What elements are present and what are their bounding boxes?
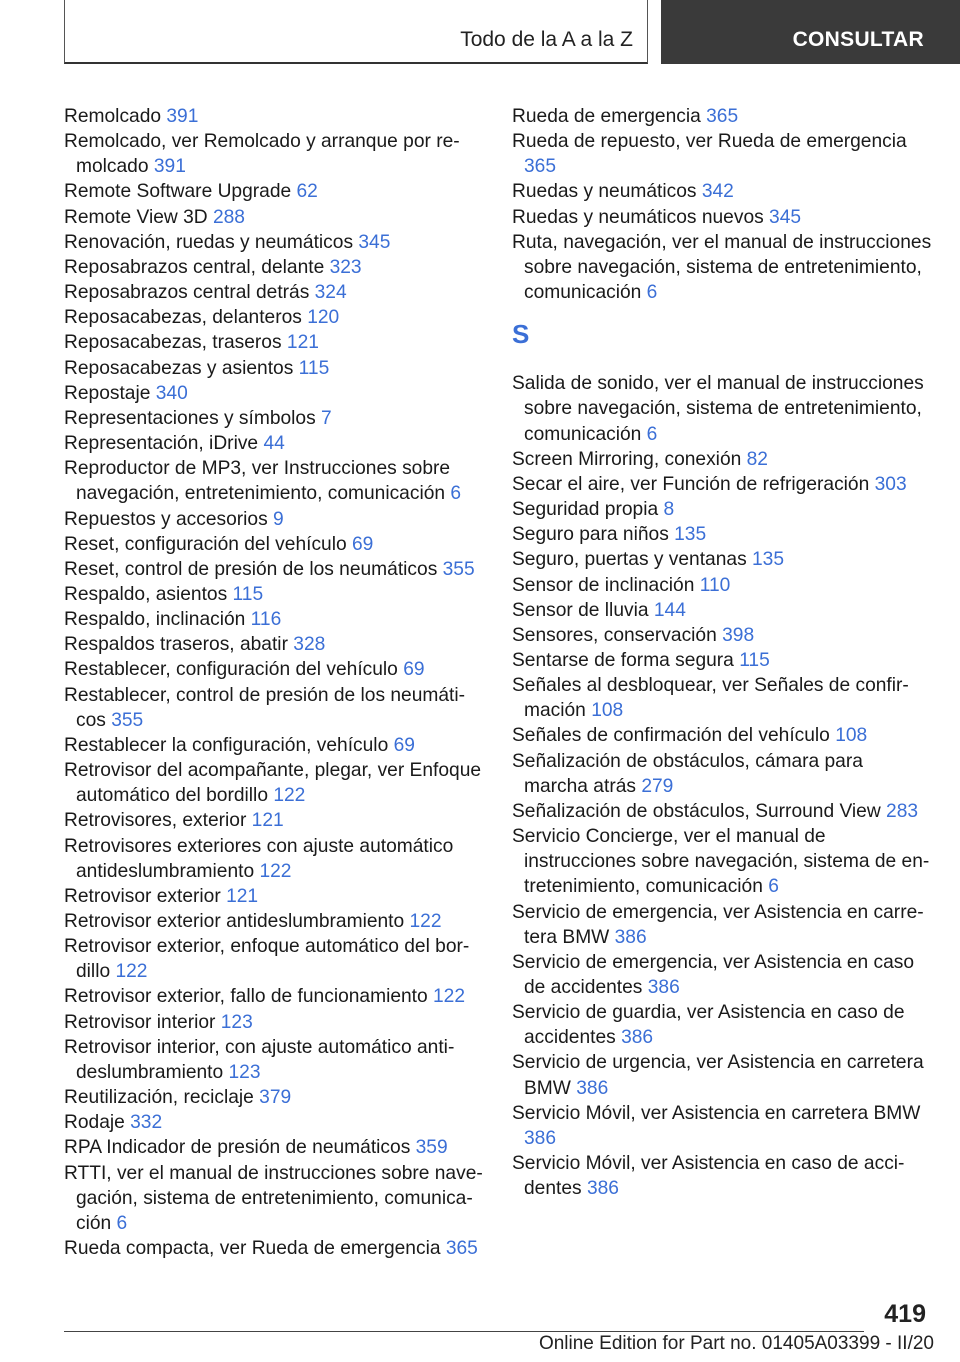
index-entry — [64, 909, 484, 934]
index-entry-text: Restablecer, configuración del vehículo — [64, 659, 404, 681]
index-entry-text: Reposabrazos central, delante — [64, 256, 330, 278]
page-reference-link[interactable]: 359 — [415, 1137, 448, 1159]
index-entry-text: Repuestos y accesorios — [64, 508, 274, 530]
index-entry — [64, 934, 484, 984]
index-entry — [512, 950, 932, 1000]
page-reference-link[interactable]: 386 — [614, 926, 647, 948]
index-entry-text: Servicio Concierge, ver el manual de instrucciones sobre navegación, sistema de entretenimiento, comunicación — [512, 826, 930, 898]
page-reference-link[interactable]: 398 — [722, 624, 755, 646]
index-column-right — [512, 104, 932, 1201]
index-entry — [64, 1110, 484, 1135]
index-entry — [512, 598, 932, 623]
index-entry — [64, 104, 484, 129]
index-entry — [64, 1010, 484, 1035]
index-entry — [512, 447, 932, 472]
index-entry-text: Reset, control de presión de los neumáticos — [64, 558, 443, 580]
page-reference-link[interactable]: 122 — [115, 961, 148, 983]
page-reference-link[interactable]: 122 — [259, 860, 292, 882]
index-entry — [512, 900, 932, 950]
index-entry-text: Servicio de emergencia, ver Asistencia en carretera BMW — [512, 901, 924, 948]
index-entry-text: Salida de sonido, ver el manual de instrucciones sobre navegación, sistema de entretenimiento, comunicación — [512, 373, 924, 445]
index-entry-text: Reposacabezas y asientos — [64, 357, 299, 379]
index-entry — [512, 104, 932, 129]
page-reference-link[interactable]: 324 — [314, 282, 347, 304]
page-reference-link[interactable]: 6 — [116, 1212, 128, 1234]
index-entry — [64, 456, 484, 506]
page-reference-link[interactable]: 386 — [621, 1027, 654, 1049]
page-reference-link[interactable]: 386 — [576, 1077, 609, 1099]
index-entry-text: Sensor de lluvia — [512, 599, 654, 621]
page-reference-link[interactable]: 7 — [321, 407, 332, 429]
index-entry — [64, 1161, 484, 1236]
page-reference-link[interactable]: 6 — [768, 876, 779, 898]
index-entry — [512, 1101, 932, 1151]
page-reference-link[interactable]: 135 — [752, 549, 785, 571]
index-entry — [64, 1135, 484, 1160]
index-group-r — [512, 104, 932, 305]
page-reference-link[interactable]: 391 — [153, 156, 186, 178]
page-reference-link[interactable]: 355 — [442, 558, 475, 580]
index-entry — [512, 179, 932, 204]
index-entry — [64, 507, 484, 532]
page-reference-link[interactable]: 108 — [591, 700, 624, 722]
index-entry — [512, 623, 932, 648]
index-entry-text: Remote Software Upgrade — [64, 181, 297, 203]
page-reference-link[interactable]: 365 — [524, 156, 557, 178]
page-reference-link[interactable]: 116 — [250, 609, 282, 631]
index-entry — [512, 205, 932, 230]
index-entry-text: Rueda de repuesto, ver Rueda de emergencia — [512, 131, 907, 153]
index-entry-text: Reproductor de MP3, ver Instrucciones sobre navegación, entretenimiento, comunicación — [64, 458, 451, 505]
index-entry — [64, 808, 484, 833]
index-column-left — [64, 104, 484, 1261]
index-entry-text: Ruta, navegación, ver el manual de instrucciones sobre navegación, sistema de entretenimiento, comunicación — [512, 231, 932, 304]
page-reference-link[interactable]: 82 — [746, 448, 768, 470]
index-entry — [64, 129, 484, 179]
page-reference-link[interactable]: 365 — [706, 106, 739, 127]
page-reference-link[interactable]: 121 — [286, 332, 319, 354]
index-entry-text: Representación, iDrive — [64, 433, 264, 455]
page-reference-link[interactable]: 279 — [641, 775, 674, 797]
index-entry — [64, 834, 484, 884]
page-reference-link[interactable]: 122 — [433, 986, 466, 1008]
index-entry-text: Representaciones y símbolos — [64, 407, 322, 429]
index-entry — [64, 1035, 484, 1085]
section-header-tab — [64, 0, 648, 64]
index-entry-text: Señales al desbloquear, ver Señales de confirmación — [512, 675, 909, 722]
page-reference-link[interactable]: 122 — [409, 911, 442, 932]
page-reference-link[interactable]: 303 — [874, 473, 907, 495]
index-entry — [64, 1236, 484, 1261]
page-reference-link[interactable]: 115 — [298, 357, 330, 379]
page-reference-link[interactable]: 365 — [445, 1238, 478, 1260]
index-entry — [64, 632, 484, 657]
index-entry — [512, 371, 932, 446]
index-entry-text: Reposacabezas, traseros — [64, 332, 287, 354]
index-entry-text: Restablecer, control de presión de los neumáticos — [64, 684, 466, 731]
consultar-tab[interactable] — [661, 0, 960, 64]
index-entry — [512, 230, 932, 305]
index-entry-text: Reposabrazos central detrás — [64, 282, 315, 304]
page-reference-link[interactable]: 386 — [586, 1178, 619, 1200]
index-entry — [512, 522, 932, 547]
page-reference-link[interactable]: 391 — [166, 106, 199, 127]
index-entry-text: Retrovisor exterior — [64, 885, 227, 907]
page-reference-link[interactable]: 69 — [351, 533, 374, 555]
index-entry — [64, 205, 484, 230]
index-entry — [64, 280, 484, 305]
page-reference-link[interactable]: 342 — [701, 181, 734, 203]
index-entry-text: Rueda compacta, ver Rueda de emergencia — [64, 1238, 446, 1260]
page-reference-link[interactable]: 120 — [307, 307, 340, 329]
index-entry-text: Seguro, puertas y ventanas — [512, 549, 752, 571]
index-entry — [512, 1000, 932, 1050]
index-entry — [64, 406, 484, 431]
page-reference-link[interactable]: 328 — [293, 634, 326, 656]
page-reference-link[interactable]: 122 — [273, 785, 306, 807]
index-entry-text: Respaldo, asientos — [64, 583, 233, 605]
index-entry-text: Retrovisores, exterior — [64, 810, 252, 832]
page-reference-link[interactable]: 110 — [699, 574, 731, 596]
index-entry — [64, 330, 484, 355]
page-reference-link[interactable]: 108 — [835, 725, 868, 747]
page-reference-link[interactable]: 355 — [111, 709, 144, 731]
index-entry — [64, 532, 484, 557]
index-entry-text: Retrovisor exterior, enfoque automático del bordillo — [64, 936, 470, 983]
index-entry-text: Secar el aire, ver Función de refrigeración — [512, 473, 875, 495]
page-reference-link[interactable]: 386 — [524, 1127, 557, 1149]
page-reference-link[interactable]: 6 — [646, 282, 658, 304]
index-entry — [512, 129, 932, 179]
index-entry — [64, 607, 484, 632]
index-entry — [64, 683, 484, 733]
index-entry — [512, 648, 932, 673]
index-entry-text: Seguro para niños — [512, 524, 675, 546]
page-reference-link[interactable]: 8 — [663, 499, 675, 521]
index-entry-text: Remote View 3D — [64, 206, 213, 228]
index-entry — [64, 305, 484, 330]
page-number: 419 — [884, 1300, 926, 1328]
page-reference-link[interactable]: 69 — [393, 734, 415, 756]
page-reference-link[interactable]: 345 — [769, 206, 802, 228]
index-entry-text: Remolcado, ver Remolcado y arranque por remolcado — [64, 131, 460, 178]
index-entry-text: Servicio de emergencia, ver Asistencia en caso de accidentes — [512, 951, 915, 998]
page-reference-link[interactable]: 121 — [251, 810, 284, 832]
index-entry — [64, 884, 484, 909]
index-entry-text: Retrovisor interior — [64, 1011, 221, 1033]
index-entry-text: Retrovisor exterior, fallo de funcionamiento — [64, 986, 434, 1008]
index-entry-text: Sentarse de forma segura — [512, 649, 740, 671]
index-entry — [512, 749, 932, 799]
page-reference-link[interactable]: 283 — [886, 800, 919, 822]
page-reference-link[interactable]: 115 — [739, 649, 770, 671]
page-reference-link[interactable]: 62 — [296, 181, 318, 203]
page-reference-link[interactable]: 69 — [403, 659, 425, 681]
index-entry-text: Screen Mirroring, conexión — [512, 448, 747, 470]
index-entry — [512, 472, 932, 497]
footer-divider — [64, 1331, 864, 1332]
index-entry — [512, 824, 932, 899]
index-entry — [64, 356, 484, 381]
page-reference-link[interactable]: 123 — [228, 1061, 261, 1083]
index-entry-text: Repostaje — [64, 382, 156, 404]
index-entry — [64, 758, 484, 808]
index-entry-text: Reutilización, reciclaje — [64, 1087, 260, 1109]
page-reference-link[interactable]: 6 — [450, 483, 462, 505]
index-entry-text: Retrovisor interior, con ajuste automático antideslumbramiento — [64, 1036, 455, 1083]
index-entry-text: Respaldo, inclinación — [64, 609, 251, 631]
index-entry-text: Remolcado — [64, 106, 167, 127]
page-reference-link[interactable]: 340 — [155, 382, 188, 404]
index-entry — [64, 431, 484, 456]
index-entry — [64, 179, 484, 204]
index-entry-text: Servicio de guardia, ver Asistencia en caso de accidentes — [512, 1002, 905, 1049]
index-entry-text: Retrovisor exterior antideslumbramiento — [64, 911, 410, 932]
index-entry — [64, 582, 484, 607]
index-entry-text: RTTI, ver el manual de instrucciones sobre navegación, sistema de entretenimiento, comunicación — [64, 1162, 483, 1234]
page-reference-link[interactable]: 123 — [220, 1011, 253, 1033]
index-entry-text: Señalización de obstáculos, cámara para marcha atrás — [512, 750, 863, 797]
index-entry-text: Sensor de inclinación — [512, 574, 700, 596]
index-entry-text: Servicio Móvil, ver Asistencia en caso de accidentes — [512, 1153, 905, 1200]
page-reference-link[interactable]: 288 — [212, 206, 245, 228]
index-entry — [512, 673, 932, 723]
page-reference-link[interactable]: 44 — [263, 433, 285, 455]
index-entry-text: Seguridad propia — [512, 499, 664, 521]
page-reference-link[interactable]: 9 — [273, 508, 284, 530]
index-entry-text: Ruedas y neumáticos nuevos — [512, 206, 770, 228]
footer-edition: Online Edition for Part no. 01405A03399 - II/20 — [538, 1333, 934, 1354]
section-letter: S — [512, 319, 530, 350]
index-entry-text: Renovación, ruedas y neumáticos — [64, 231, 359, 253]
index-entry-text: Servicio Móvil, ver Asistencia en carretera BMW — [512, 1102, 921, 1124]
index-entry — [64, 984, 484, 1009]
consultar-tab-label: CONSULTAR — [792, 28, 924, 51]
index-entry — [512, 723, 932, 748]
index-entry-text: Retrovisor del acompañante, plegar, ver Enfoque automático del bordillo — [64, 760, 482, 807]
index-entry — [512, 1050, 932, 1100]
index-entry-text: Señales de confirmación del vehículo — [512, 725, 836, 747]
page-reference-link[interactable]: 115 — [232, 583, 264, 605]
index-entry — [512, 799, 932, 824]
index-entry — [512, 573, 932, 598]
page-reference-link[interactable]: 345 — [358, 231, 391, 253]
index-entry-text: Ruedas y neumáticos — [512, 181, 702, 203]
page-reference-link[interactable]: 6 — [646, 423, 658, 445]
page-reference-link[interactable]: 144 — [653, 599, 686, 621]
page-reference-link[interactable]: 323 — [329, 256, 362, 278]
index-entry — [64, 230, 484, 255]
index-entry-text: Reposacabezas, delanteros — [64, 307, 308, 329]
index-entry-text: Respaldos traseros, abatir — [64, 634, 294, 656]
index-entry-text: Retrovisores exteriores con ajuste automático antideslumbramiento — [64, 835, 454, 882]
page-reference-link[interactable]: 121 — [226, 885, 259, 907]
index-group-s — [512, 371, 932, 1201]
index-entry — [512, 497, 932, 522]
index-entry-text: Rueda de emergencia — [512, 106, 707, 127]
page-reference-link[interactable]: 332 — [130, 1112, 163, 1134]
index-entry — [64, 657, 484, 682]
index-entry — [64, 733, 484, 758]
index-entry-text: Reset, configuración del vehículo — [64, 533, 352, 555]
page-reference-link[interactable]: 379 — [259, 1087, 292, 1109]
index-entry-text: Señalización de obstáculos, Surround View — [512, 800, 887, 822]
index-entry — [512, 547, 932, 572]
index-entry — [64, 381, 484, 406]
index-entry-text: Sensores, conservación — [512, 624, 723, 646]
index-entry-text: RPA Indicador de presión de neumáticos — [64, 1137, 416, 1159]
section-title: Todo de la A a la Z — [460, 28, 633, 51]
index-entry — [64, 1085, 484, 1110]
index-entry-text: Servicio de urgencia, ver Asistencia en carretera BMW — [512, 1052, 924, 1099]
index-entry — [64, 557, 484, 582]
index-entry-text: Restablecer la configuración, vehículo — [64, 734, 394, 756]
index-entry — [512, 1151, 932, 1201]
index-entry-text: Rodaje — [64, 1112, 131, 1134]
page-reference-link[interactable]: 386 — [647, 977, 680, 998]
page-reference-link[interactable]: 135 — [674, 524, 707, 546]
index-entry — [64, 255, 484, 280]
